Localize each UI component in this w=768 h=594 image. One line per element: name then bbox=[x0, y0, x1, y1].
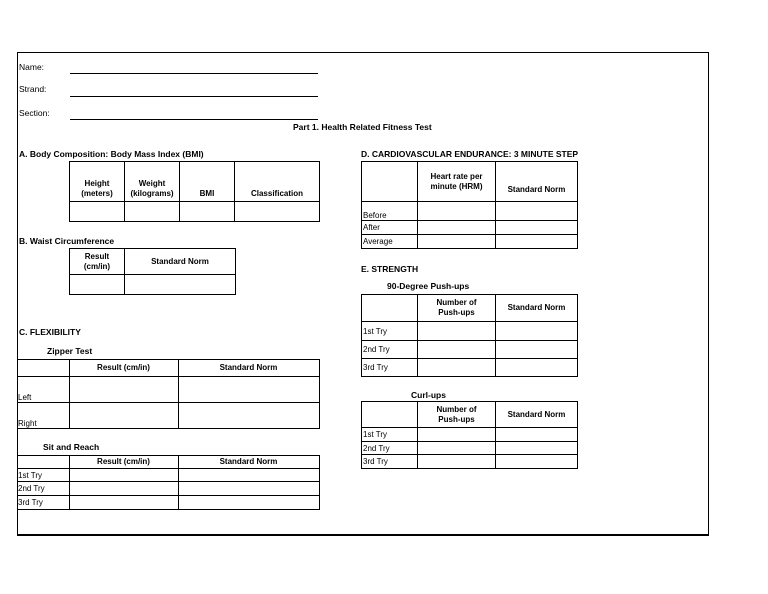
sit-reach-row-label: 1st Try bbox=[17, 469, 69, 482]
cardio-table bbox=[361, 161, 578, 249]
bmi-table bbox=[69, 161, 320, 222]
waist-title: B. Waist Circumference bbox=[19, 236, 115, 246]
waist-header-result: Result (cm/in) bbox=[70, 249, 125, 275]
section-label: Section: bbox=[19, 108, 50, 118]
pushups-norm-cell[interactable] bbox=[496, 359, 578, 377]
curlups-number-cell[interactable] bbox=[418, 428, 496, 442]
pushups-row-label: 2nd Try bbox=[362, 341, 418, 359]
cardio-hrm-cell[interactable] bbox=[418, 202, 496, 221]
curlups-norm-cell[interactable] bbox=[496, 442, 578, 455]
waist-result-cell[interactable] bbox=[70, 275, 125, 295]
cardio-row-label: Average bbox=[362, 235, 418, 249]
cardio-hrm-cell[interactable] bbox=[418, 235, 496, 249]
cardio-title: D. CARDIOVASCULAR ENDURANCE: 3 MINUTE STEP bbox=[361, 149, 579, 159]
sit-reach-header-result: Result (cm/in) bbox=[69, 456, 178, 469]
bmi-value-cell[interactable] bbox=[180, 202, 235, 222]
pushups-row-label: 3rd Try bbox=[362, 359, 418, 377]
bmi-height-cell[interactable] bbox=[70, 202, 125, 222]
curlups-header-norm: Standard Norm bbox=[496, 402, 578, 428]
section-field[interactable] bbox=[70, 119, 318, 120]
sit-reach-table bbox=[17, 455, 320, 510]
cardio-norm-cell[interactable] bbox=[496, 221, 578, 235]
pushups-title: 90-Degree Push-ups bbox=[387, 281, 470, 291]
zipper-title: Zipper Test bbox=[47, 346, 93, 356]
pushups-table bbox=[361, 294, 578, 377]
pushups-number-cell[interactable] bbox=[418, 359, 496, 377]
bmi-title: A. Body Composition: Body Mass Index (BMI) bbox=[19, 149, 204, 159]
zipper-row-label: Right bbox=[17, 403, 69, 429]
cardio-header-hrm: Heart rate per minute (HRM) bbox=[418, 162, 496, 202]
sit-reach-row-label: 3rd Try bbox=[17, 496, 69, 510]
pushups-row-label: 1st Try bbox=[362, 322, 418, 341]
strand-field[interactable] bbox=[70, 96, 318, 97]
pushups-norm-cell[interactable] bbox=[496, 341, 578, 359]
zipper-header-norm: Standard Norm bbox=[178, 360, 319, 377]
sit-reach-norm-cell[interactable] bbox=[178, 496, 319, 510]
sit-reach-row-label: 2nd Try bbox=[17, 482, 69, 496]
zipper-row-label: Left bbox=[17, 377, 69, 403]
sit-reach-result-cell[interactable] bbox=[69, 482, 178, 496]
curlups-header-number: Number of Push-ups bbox=[418, 402, 496, 428]
bmi-header-classification: Classification bbox=[235, 162, 320, 202]
sit-reach-header-norm: Standard Norm bbox=[178, 456, 319, 469]
part-title: Part 1. Health Related Fitness Test bbox=[293, 122, 432, 132]
name-field[interactable] bbox=[70, 73, 318, 74]
cardio-header-norm: Standard Norm bbox=[496, 162, 578, 202]
pushups-header-norm: Standard Norm bbox=[496, 295, 578, 322]
bmi-header-bmi: BMI bbox=[180, 162, 235, 202]
curlups-norm-cell[interactable] bbox=[496, 455, 578, 469]
zipper-header-result: Result (cm/in) bbox=[69, 360, 178, 377]
strand-label: Strand: bbox=[19, 84, 47, 94]
curlups-table bbox=[361, 401, 578, 469]
cardio-row-label: After bbox=[362, 221, 418, 235]
pushups-number-cell[interactable] bbox=[418, 341, 496, 359]
waist-norm-cell[interactable] bbox=[125, 275, 236, 295]
bmi-classification-cell[interactable] bbox=[235, 202, 320, 222]
strength-title: E. STRENGTH bbox=[361, 264, 419, 274]
name-label: Name: bbox=[19, 62, 45, 72]
bmi-weight-cell[interactable] bbox=[125, 202, 180, 222]
pushups-norm-cell[interactable] bbox=[496, 322, 578, 341]
zipper-result-cell[interactable] bbox=[69, 403, 178, 429]
curlups-title: Curl-ups bbox=[411, 390, 446, 400]
zipper-result-cell[interactable] bbox=[69, 377, 178, 403]
curlups-norm-cell[interactable] bbox=[496, 428, 578, 442]
cardio-hrm-cell[interactable] bbox=[418, 221, 496, 235]
sit-reach-norm-cell[interactable] bbox=[178, 482, 319, 496]
pushups-header-number: Number of Push-ups bbox=[418, 295, 496, 322]
bmi-header-height: Height (meters) bbox=[70, 162, 125, 202]
sit-reach-result-cell[interactable] bbox=[69, 496, 178, 510]
curlups-row-label: 3rd Try bbox=[362, 455, 418, 469]
sit-reach-title: Sit and Reach bbox=[43, 442, 100, 452]
flexibility-title: C. FLEXIBILITY bbox=[19, 327, 81, 337]
curlups-row-label: 2nd Try bbox=[362, 442, 418, 455]
waist-table bbox=[69, 248, 236, 295]
cardio-norm-cell[interactable] bbox=[496, 235, 578, 249]
bmi-header-weight: Weight (kilograms) bbox=[125, 162, 180, 202]
curlups-row-label: 1st Try bbox=[362, 428, 418, 442]
sit-reach-result-cell[interactable] bbox=[69, 469, 178, 482]
pushups-number-cell[interactable] bbox=[418, 322, 496, 341]
zipper-norm-cell[interactable] bbox=[178, 403, 319, 429]
waist-header-norm: Standard Norm bbox=[125, 249, 236, 275]
curlups-number-cell[interactable] bbox=[418, 442, 496, 455]
zipper-table bbox=[17, 359, 320, 429]
cardio-norm-cell[interactable] bbox=[496, 202, 578, 221]
cardio-row-label: Before bbox=[362, 202, 418, 221]
zipper-norm-cell[interactable] bbox=[178, 377, 319, 403]
curlups-number-cell[interactable] bbox=[418, 455, 496, 469]
sit-reach-norm-cell[interactable] bbox=[178, 469, 319, 482]
